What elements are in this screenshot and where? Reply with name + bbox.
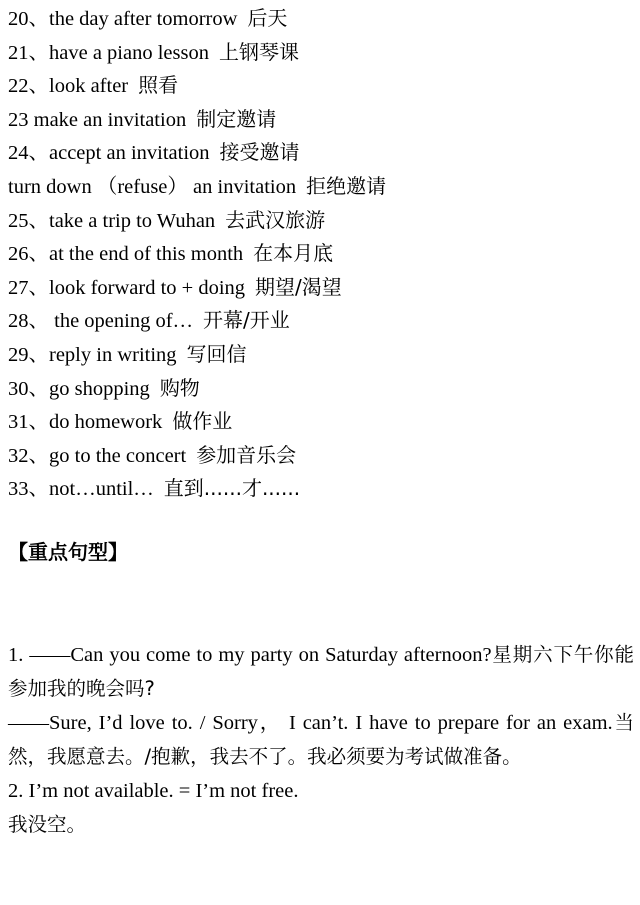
vocab-chinese: 上钢琴课 [218,39,299,64]
section-heading: 【重点句型】 [8,540,128,564]
vocab-chinese: 制定邀请 [196,106,277,131]
vocab-chinese: 拒绝邀请 [306,173,387,198]
vocab-english: 22、look after [8,75,129,98]
vocab-chinese: 做作业 [172,409,233,434]
vocab-english: 21、have a piano lesson [8,41,209,64]
vocab-item [8,271,634,305]
vocab-chinese: 直到......才...... [163,476,301,501]
sentence-paragraph [8,774,634,808]
sentence-english: 2. I’m not available. = I’m not free. [8,780,299,802]
vocab-item [8,69,634,103]
vocabulary-list [8,2,634,506]
vocab-english: 20、the day after tomorrow [8,8,238,30]
vocab-english: 33、not…until… [8,478,154,501]
vocab-item [8,405,634,439]
sentence-paragraph [8,638,634,706]
sentence-english: 1. ——Can you come to my party on Saturday afternoon? [8,644,492,666]
vocab-item [8,372,634,406]
vocab-item [8,472,634,506]
vocab-english: turn down （refuse） an invitation [8,175,297,198]
vocab-item [8,237,634,271]
vocab-item [8,136,634,170]
vocab-english: 30、go shopping [8,377,150,400]
vocab-english: 31、do homework [8,411,163,434]
sentence-chinese: 星期六下午你能参加我的晚会吗? [8,643,634,700]
vocab-chinese: 在本月底 [253,241,334,266]
vocab-item [8,170,634,204]
vocab-english: 25、take a trip to Wuhan [8,209,216,232]
vocab-chinese: 去武汉旅游 [225,207,326,232]
vocab-chinese: 参加音乐会 [196,442,297,467]
sentence-english: ——Sure, I’d love to. / Sorry， I can’t. I have to prepare for an exam. [8,712,613,734]
vocab-item [8,338,634,372]
vocab-item [8,304,634,338]
vocab-english: 28、 the opening of… [8,310,194,333]
vocab-chinese: 写回信 [186,341,247,366]
vocab-english: 23 make an invitation [8,108,187,131]
vocab-english: 27、look forward to + doing [8,276,246,299]
vocab-chinese: 后天 [247,6,288,30]
sentence-paragraph [8,706,634,774]
vocab-item [8,2,634,36]
vocab-chinese: 期望/渴望 [255,274,342,299]
vocab-chinese: 开幕/开业 [203,308,290,333]
vocab-chinese: 照看 [138,73,179,98]
vocab-chinese: 接受邀请 [219,140,300,165]
key-sentences [8,638,634,842]
vocab-english: 26、at the end of this month [8,243,244,266]
vocab-chinese: 购物 [159,375,200,400]
vocab-english: 29、reply in writing [8,343,177,366]
vocab-english: 24、accept an invitation [8,142,210,165]
vocab-item [8,204,634,238]
sentence-chinese: 我没空。 [8,813,87,836]
sentence-paragraph [8,808,634,842]
sentence-chinese: 当然，我愿意去。/抱歉，我去不了。我必须要为考试做准备。 [8,711,634,768]
vocab-item [8,36,634,70]
vocab-item [8,439,634,473]
vocab-english: 32、go to the concert [8,444,187,467]
vocab-item [8,103,634,137]
